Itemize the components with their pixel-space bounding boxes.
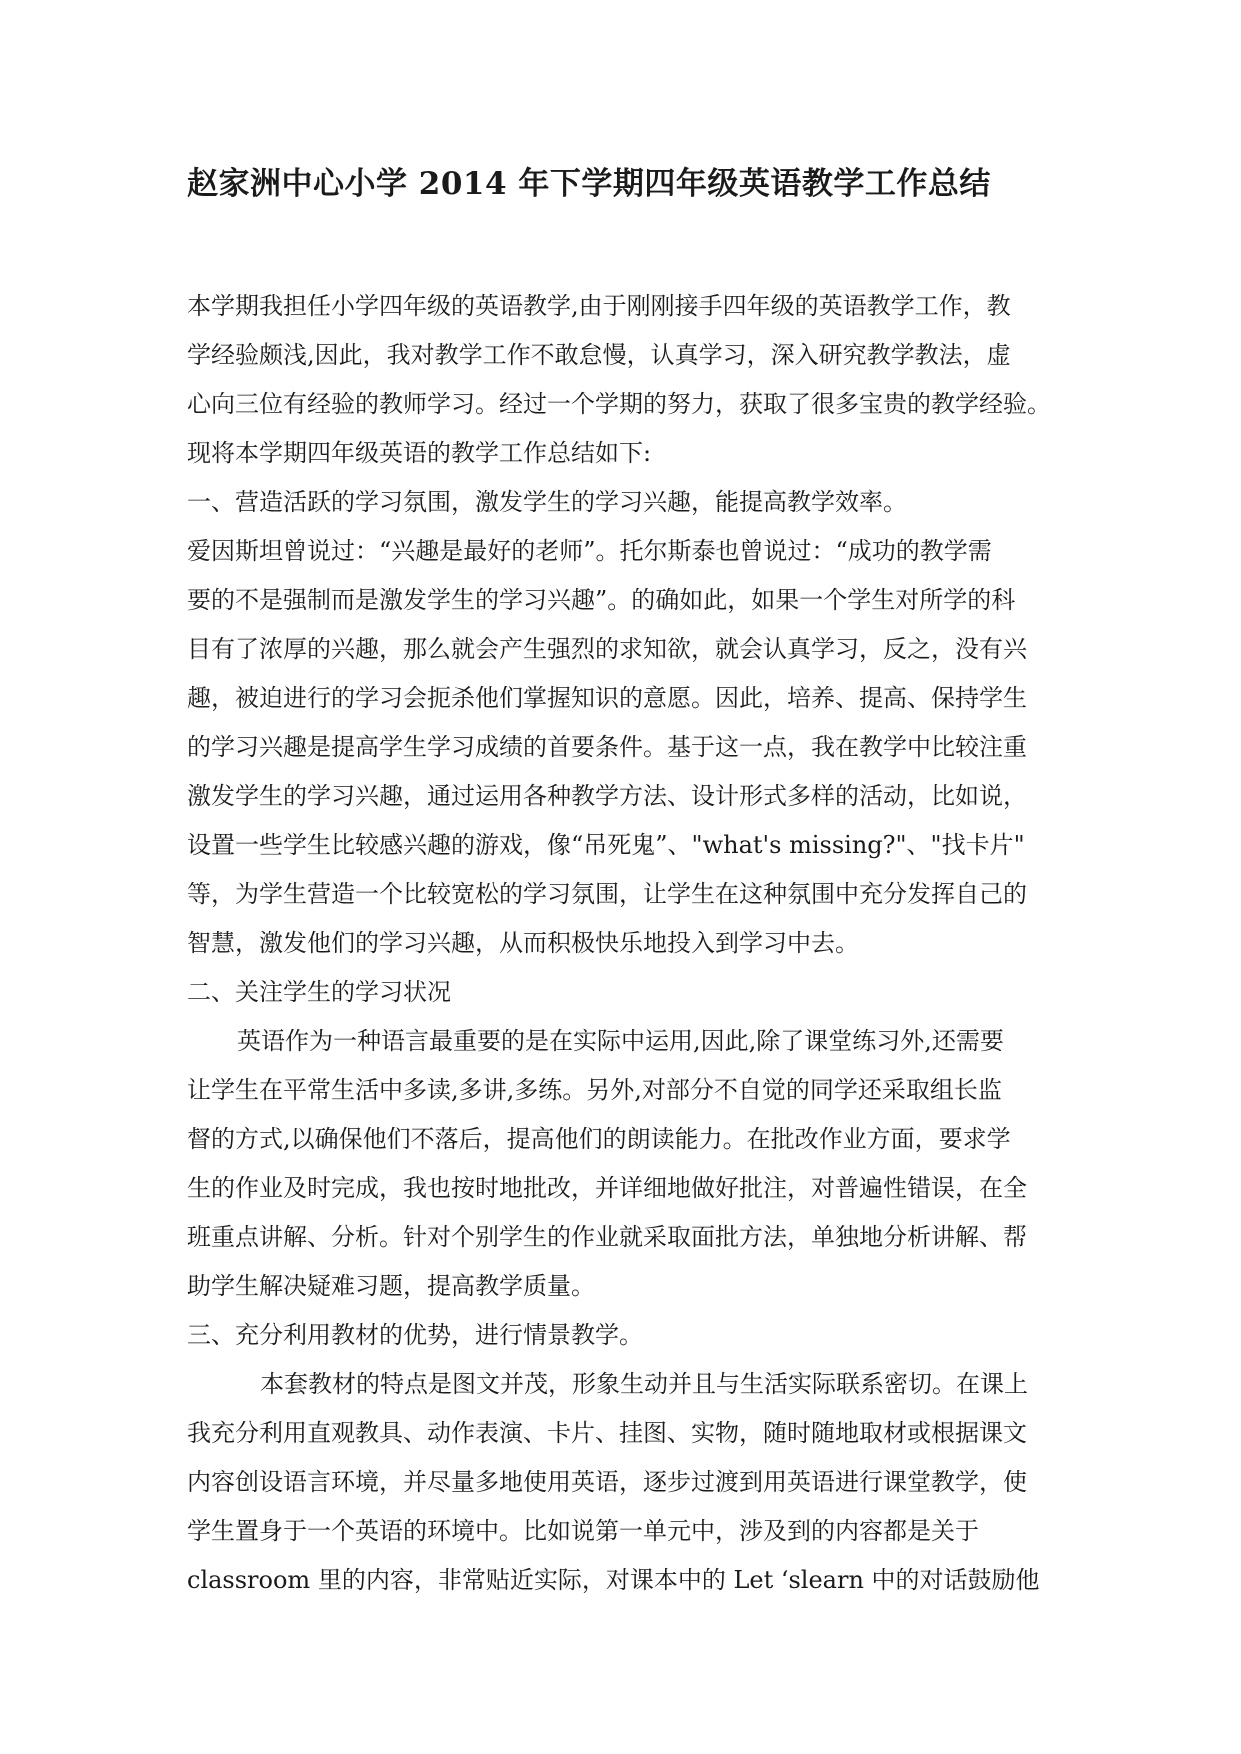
text-line: 让学生在平常生活中多读,多讲,多练。另外,对部分不自觉的同学还采取组长监	[187, 1076, 1002, 1104]
text-line: 我充分利用直观教具、动作表演、卡片、挂图、实物，随时随地取材或根据课文	[187, 1419, 1027, 1447]
text-line: 激发学生的学习兴趣，通过运用各种教学方法、设计形式多样的活动，比如说，	[187, 782, 1027, 810]
document-body	[187, 282, 1067, 1605]
text-line: 英语作为一种语言最重要的是在实际中运用,因此,除了课堂练习外,还需要	[237, 1027, 1004, 1055]
text-line: 智慧，激发他们的学习兴趣，从而积极快乐地投入到学习中去。	[187, 929, 859, 957]
text-line: 要的不是强制而是激发学生的学习兴趣”。的确如此，如果一个学生对所学的科	[187, 586, 1016, 614]
text-line: 爱因斯坦曾说过：“兴趣是最好的老师”。托尔斯泰也曾说过：“成功的教学需	[187, 537, 992, 565]
text-line: 学经验颇浅,因此，我对教学工作不敢怠慢，认真学习，深入研究教学教法，虚	[187, 341, 1011, 369]
text-line: 二、关注学生的学习状况	[187, 978, 451, 1006]
text-line: 的学习兴趣是提高学生学习成绩的首要条件。基于这一点，我在教学中比较注重	[187, 733, 1027, 761]
text-line: 趣，被迫进行的学习会扼杀他们掌握知识的意愿。因此，培养、提高、保持学生	[187, 684, 1027, 712]
text-line: classroom 里的内容，非常贴近实际，对课本中的 Let ‘slearn 中的对话鼓励他	[187, 1566, 1040, 1594]
text-line: 学生置身于一个英语的环境中。比如说第一单元中，涉及到的内容都是关于	[187, 1517, 979, 1545]
document-title: 赵家洲中心小学 2014 年下学期四年级英语教学工作总结	[187, 166, 991, 202]
text-line: 助学生解决疑难习题，提高教学质量。	[187, 1272, 595, 1300]
text-line: 本学期我担任小学四年级的英语教学,由于刚刚接手四年级的英语教学工作，教	[187, 292, 1011, 320]
text-line: 一、营造活跃的学习氛围，激发学生的学习兴趣，能提高教学效率。	[187, 488, 907, 516]
text-line: 现将本学期四年级英语的教学工作总结如下:	[187, 439, 652, 467]
text-line: 等，为学生营造一个比较宽松的学习氛围，让学生在这种氛围中充分发挥自己的	[187, 880, 1027, 908]
text-line: 督的方式,以确保他们不落后，提高他们的朗读能力。在批改作业方面，要求学	[187, 1125, 1011, 1153]
text-line: 目有了浓厚的兴趣，那么就会产生强烈的求知欲，就会认真学习，反之，没有兴	[187, 635, 1027, 663]
text-line: 三、充分利用教材的优势，进行情景教学。	[187, 1321, 643, 1349]
text-line: 班重点讲解、分析。针对个别学生的作业就采取面批方法，单独地分析讲解、帮	[187, 1223, 1027, 1251]
text-line: 心向三位有经验的教师学习。经过一个学期的努力，获取了很多宝贵的教学经验。	[187, 390, 1051, 418]
text-line: 生的作业及时完成，我也按时地批改，并详细地做好批注，对普遍性错误，在全	[187, 1174, 1027, 1202]
text-line: 设置一些学生比较感兴趣的游戏，像“吊死鬼”、"what's missing?"、"找卡片"	[187, 831, 1025, 859]
text-line: 本套教材的特点是图文并茂，形象生动并且与生活实际联系密切。在课上	[260, 1370, 1028, 1398]
text-line: 内容创设语言环境，并尽量多地使用英语，逐步过渡到用英语进行课堂教学，使	[187, 1468, 1027, 1496]
